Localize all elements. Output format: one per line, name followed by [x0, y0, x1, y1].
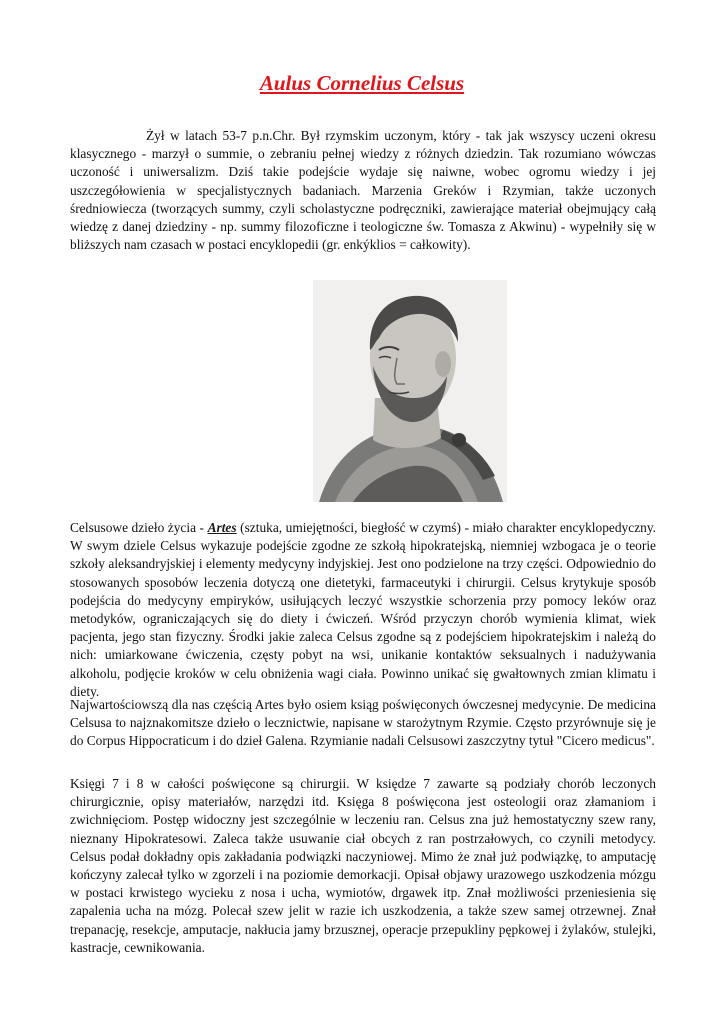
- artes-keyword: Artes: [207, 520, 237, 535]
- document-title: Aulus Cornelius Celsus: [259, 71, 465, 95]
- paragraph-intro: [70, 127, 656, 254]
- paragraph-artes: [70, 519, 656, 701]
- paragraph-artes-text: (sztuka, umiejętności, biegłość w czymś) - miało charakter encyklopedyczny. W swym dziele Celsus wykazuje podejście zgodne ze szkołą hipokratejską, niemniej wzbogaca je o teorie szkoły aleksandryjskiej i elementy medycyny indyjskiej. Jest ono podzielone na trzy części. Odpowiednio do stosowanych sposobów leczenia dotyczą one dietetyki, farmaceutyki i chirurgii. Celsus krytykuje sposób podejścia do medycyny empiryków, usiłujących leczyć wszystkie schorzenia przy pomocy leków oraz metodyków, ograniczających się do diety i ćwiczeń. Wśród przyczyn chorób wymienia klimat, wiek pacjenta, jego stan fizyczny. Środki jakie zaleca Celsus zgodne są z podejściem hipokratejskim i należą do nich: umiarkowane ćwiczenia, częsty pobyt na wsi, unikanie kontaktów seksualnych i nadużywania alkoholu, podjęcie kroków w celu obniżenia wagi ciała. Powinno unikać się gwałtownych zmian klimatu i diety.: [70, 520, 657, 699]
- paragraph-intro-text: Żył w latach 53-7 p.n.Chr. Był rzymskim uczonym, który - tak jak wszyscy uczeni okresu klasycznego - marzył o summie, o zebraniu pełnej wiedzy z różnych dziedzin. Tak rozumiano wówczas uczoność i uniwersalizm. Dziś takie podejście wydaje się naiwne, wobec ogromu wiedzy i jej uszczegółowienia w specjalistycznych badaniach. Marzenia Greków i Rzymian, także uczonych średniowiecza (tworzących summy, czyli scholastyczne podręczniki, zawierające materiał obejmujący całą wiedzę z danej dziedziny - np. summy filozoficzne i teologiczne św. Tomasza z Akwinu) - wypełniły się w bliższych nam czasach w postaci encyklopedii (gr. enkýklios = całkowity).: [70, 128, 656, 253]
- paragraph-artes-lead: Celsusowe dzieło życia -: [70, 520, 208, 535]
- celsus-portrait-image: [313, 280, 507, 502]
- paragraph-de-medicina: Najwartościowszą dla nas częścią Artes było osiem ksiąg poświęconych ówczesnej medycynie. De medicina Celsusa to najznakomitsze dzieło o lecznictwie, napisane w starożytnym Rzymie. Często przyrównuje się je do Corpus Hippocraticum i do dzieł Galena. Rzymianie nadali Celsusowi zaszczytny tytuł "Cicero medicus".: [70, 697, 656, 749]
- paragraph-surgery: Księgi 7 i 8 w całości poświęcone są chirurgii. W księdze 7 zawarte są podziały chorób leczonych chirurgicznie, opisy materiałów, narzędzi itd. Księga 8 poświęcona jest osteologii oraz złamaniom i zwichnięciom. Postęp widoczny jest szczególnie w leczeniu ran. Celsus zna już hemostatyczny szew rany, nieznany Hipokratesowi. Zaleca także usuwanie ciał obcych z ran postrzałowych, co czynili metodycy. Celsus podał dokładny opis zakładania podwiązki naczyniowej. Mimo że znał już podwiązkę, to amputację kończyny zalecał tylko w zgorzeli i na poziomie demorkacji. Opisał objawy urazowego uszkodzenia mózgu w postaci krwistego wycieku z nosa i ucha, wymiotów, drgawek itp. Znał możliwości przeniesienia się zapalenia ucha na mózg. Polecał szew jelit w razie ich uszkodzenia, a także szew samej otrzewnej. Znał trepanację, resekcje, amputacje, nakłucia jamy brzusznej, operacje przepukliny pępkowej i żylaków, stulejki, kastracje, cewnikowania.: [70, 776, 656, 955]
